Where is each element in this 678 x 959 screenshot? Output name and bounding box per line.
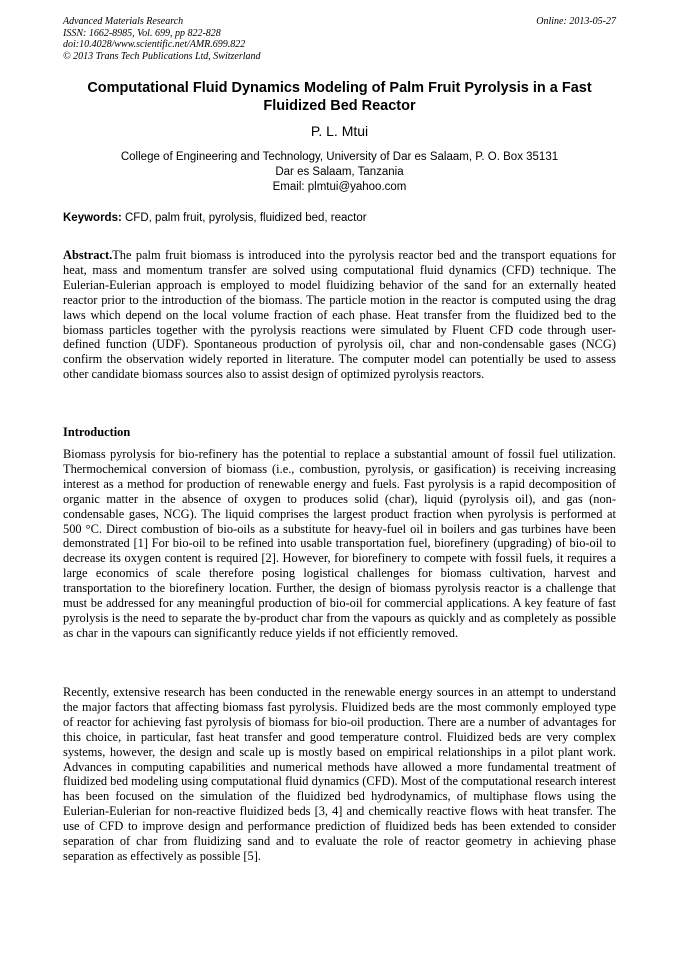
- author-name: P. L. Mtui: [310, 123, 369, 139]
- abstract: [63, 248, 616, 382]
- affiliation-line: College of Engineering and Technology, University of Dar es Salaam, P. O. Box 35131: [120, 151, 559, 163]
- section-heading-introduction: Introduction: [63, 425, 131, 439]
- keywords-label: Keywords:: [63, 212, 122, 224]
- issn-line: ISSN: 1662-8985, Vol. 699, pp 822-828: [63, 27, 221, 39]
- author-email: Email: plmtui@yahoo.com: [272, 181, 407, 193]
- introduction-paragraph-1: Biomass pyrolysis for bio-refinery has the potential to replace a substantial amount of fossil fuel utilization. Thermochemical conversion of biomass (i.e., combustion, pyrolysis, or gasification) is receiving increasing interest as a method for production of renewable energy and fuels. Fast pyrolysis is a rapid decomposition of organic matter in the absence of oxygen to produces solid (char), liquid (pyrolysis oil), and gas (non-condensable gases, NCG). The liquid comprises the largest product fraction when pyrolysis is performed at 500 °C. Direct combustion of bio-oils as a substitute for heavy-fuel oil in boilers and gas turbines have been demonstrated [1] For bio-oil to be refined into usable transportation fuel, biorefinery (upgrading) of bio-oil to decrease its oxygen content is required [2]. However, for biorefinery to compete with fossil fuels, it requires a large economics of scale therefore posing logistical challenges for biomass cultivation, harvest and transportation to the biorefinery location. Further, the design of biomass pyrolysis reactor is a challenge that must be addressed for any meaningful production of bio-oil for commercial applications. A key feature of fast pyrolysis is the need to separate the by-product char from the vapours as quickly and as completely as possible as char in the vapours can significantly reduce yields if not efficiently removed.: [63, 447, 616, 640]
- copyright-line: © 2013 Trans Tech Publications Ltd, Switzerland: [63, 50, 261, 62]
- running-header: [63, 16, 616, 62]
- doi-line: doi:10.4028/www.scientific.net/AMR.699.822: [63, 39, 246, 50]
- abstract-label: Abstract.: [63, 248, 113, 262]
- keywords: [63, 211, 616, 226]
- journal-name: Advanced Materials Research: [63, 16, 184, 27]
- online-date: Online: 2013-05-27: [536, 16, 616, 27]
- abstract-text: The palm fruit biomass is introduced into the pyrolysis reactor bed and the transport equations for heat, mass and momentum transfer are solved using computational fluid dynamics (CFD) technique. The Eulerian-Eulerian approach is employed to model fluidizing behavior of the sand for an externally heated reactor prior to the introduction of the biomass. The particle motion in the reactor is computed using the drag laws which depend on the local volume fraction of each phase. Heat transfer from the fluidized bed to the biomass particles together with the pyrolysis reactions were simulated by Fluent CFD code through user-defined function (UDF). Spontaneous production of pyrolysis oil, char and non-condensable gases (NCG) confirm the observation widely reported in literature. The computer model can potentially be used to assess other candidate biomass sources also to assist design of optimized pyrolysis reactors.: [63, 248, 616, 382]
- paper-title: Computational Fluid Dynamics Modeling of Palm Fruit Pyrolysis in a Fast Fluidized Bed Reactor: [87, 80, 592, 114]
- affiliation-location: Dar es Salaam, Tanzania: [275, 166, 404, 178]
- affiliation: [63, 150, 616, 195]
- introduction-paragraph-2: Recently, extensive research has been conducted in the renewable energy sources in an attempt to understand the major factors that affecting biomass fast pyrolysis. Fluidized beds are the most commonly employed type of reactor for achieving fast pyrolysis of biomass for bio-oil production. There are a number of advantages for this choice, in particular, fast heat transfer and good temperature control. Fluidized beds are very complex systems, however, the design and scale up is mostly based on empirical relationships in a pilot plant work. Advances in computing capabilities and numerical methods have allowed a more fundamental treatment of fluidized bed modeling using computational fluid dynamics (CFD). Most of the computational research interest has been focused on the simulation of the fluidized bed hydrodynamics, of multiphase flows using the Eulerian-Eulerian for non-reactive fluidized beds [3, 4] and chemically reactive flows with heat transfer. The use of CFD to improve design and performance prediction of fluidized beds has been extended to consider separation of char from fluidizing sand and to evaluate the role of reactor geometry in achieving phase separation as effectively as possible [5].: [63, 685, 616, 863]
- keywords-text: CFD, palm fruit, pyrolysis, fluidized bed, reactor: [121, 212, 367, 224]
